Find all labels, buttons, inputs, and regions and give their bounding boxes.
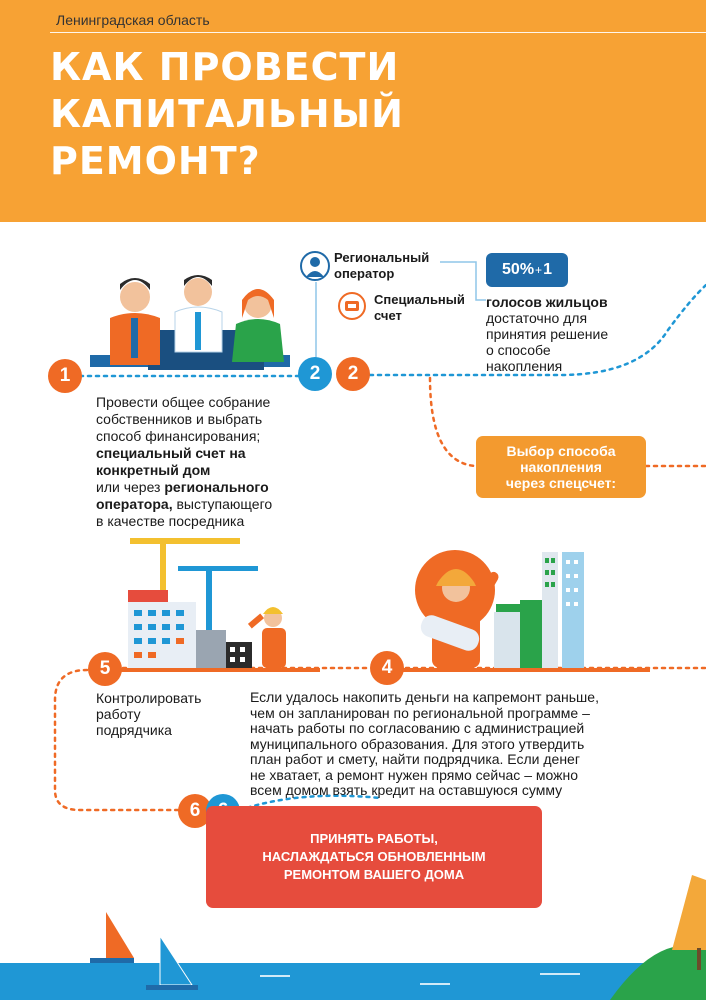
badge-plus: + [535, 263, 543, 277]
votes-line: принятия решение [486, 326, 609, 342]
step-4-text [250, 690, 700, 799]
final-line: НАСЛАЖДАТЬСЯ ОБНОВЛЕННЫМ [262, 849, 486, 864]
final-line: РЕМОНТОМ ВАШЕГО ДОМА [283, 867, 465, 882]
option-label: Специальный [374, 292, 465, 307]
step-4-line: начать работы по согласованию с администрацией [250, 720, 585, 736]
step-1-line: способ финансирования; [96, 428, 261, 444]
votes-badge [486, 253, 568, 287]
tree-icon [672, 875, 706, 950]
final-line: ПРИНЯТЬ РАБОТЫ, [310, 831, 438, 846]
choice-line: Выбор способа [506, 443, 616, 459]
votes-bold: голосов жильцов [486, 294, 608, 310]
step-1-line: в качестве посредника [96, 513, 245, 529]
choice-box [476, 436, 646, 498]
title-line: КАПИТАЛЬНЫЙ [50, 92, 404, 136]
option-label: Региональный [334, 250, 430, 265]
step-5-line: Контролировать [96, 690, 202, 706]
region-label: Ленинградская область [56, 12, 210, 28]
step-2-number-blue: 2 [298, 357, 332, 391]
regional-operator-icon [300, 251, 330, 281]
badge-one: 1 [543, 261, 552, 278]
step-1-line: Провести общее собрание [96, 394, 271, 410]
step-5-line: подрядчика [96, 722, 172, 738]
step-1-line: или через [96, 479, 161, 495]
option-special-account [374, 292, 465, 324]
step-1-bold: регионального [164, 479, 269, 495]
step-4-line: муниципального образования. Для этого утвердить [250, 735, 585, 752]
step-1-line: собственников и выбрать [96, 411, 263, 427]
step-1-number: 1 [48, 359, 82, 393]
step-4-line: план работ и смету, найти подрядчика. Если денег [250, 751, 580, 767]
step-4-line: чем он запланирован по региональной программе – [250, 704, 590, 721]
title-line: РЕМОНТ? [50, 139, 261, 183]
votes-line: достаточно для [486, 310, 588, 326]
votes-text [486, 294, 696, 374]
step-6-number-orange: 6 [178, 794, 212, 828]
step-1-text [96, 394, 336, 530]
step-4-number: 4 [370, 651, 404, 685]
step-1-bold: конкретный дом [96, 462, 211, 478]
votes-line: накопления [486, 358, 563, 374]
step-1-line: выступающего [176, 496, 273, 512]
final-step-box [206, 806, 542, 908]
sailboat-icon [106, 912, 134, 958]
option-label: оператор [334, 266, 395, 281]
sailboat-icon [160, 936, 192, 985]
option-label: счет [374, 308, 402, 323]
option-regional-operator [334, 250, 429, 282]
step-5-text [96, 690, 236, 738]
choice-line: накопления [520, 459, 602, 475]
step-2-number-orange: 2 [336, 357, 370, 391]
badge-percent: 50% [502, 261, 535, 278]
connector-step2-choice [430, 378, 475, 466]
step-5-line: работу [96, 706, 141, 722]
votes-line: о способе [486, 342, 551, 358]
step-4-line: всем домом взять кредит на оставшуюся сумму [250, 782, 563, 798]
step-1-bold: оператора, [96, 496, 173, 512]
people-meeting-illustration [90, 275, 290, 370]
worker-illustration [400, 550, 650, 672]
step-4-line: не хватает, а ремонт нужен прямо сейчас – можно [250, 766, 579, 783]
step-5-number: 5 [88, 652, 122, 686]
step-4-line: Если удалось накопить деньги на капремонт раньше, [250, 689, 599, 705]
step-1-bold: специальный счет на [96, 445, 246, 461]
construction-cranes-illustration [90, 538, 320, 672]
special-account-icon [338, 292, 366, 320]
title-line: КАК ПРОВЕСТИ [50, 45, 400, 89]
choice-line: через спецсчет: [505, 475, 617, 491]
